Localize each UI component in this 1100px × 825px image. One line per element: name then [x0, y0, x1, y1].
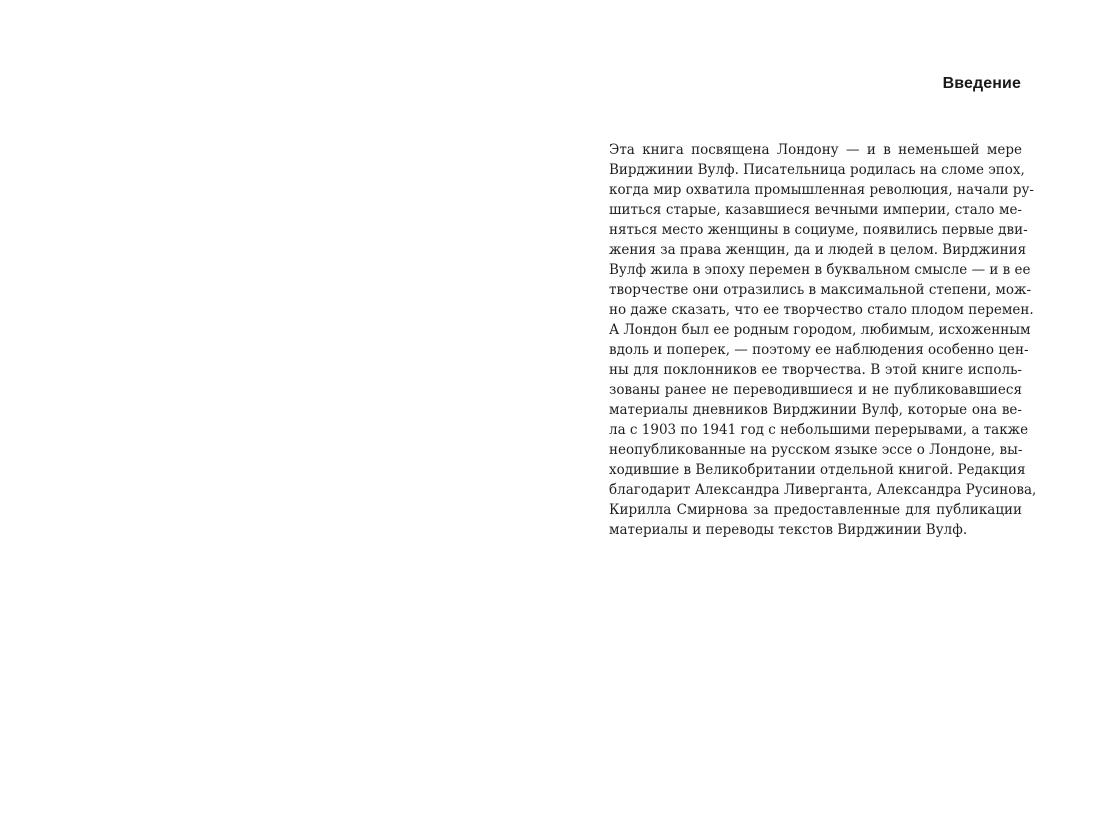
text-line: благодарит Александра Ливерганта, Александра Русинова, — [609, 482, 1037, 498]
text-line: жения за права женщин, да и людей в целом. Вирджиния — [609, 242, 1027, 258]
text-line: А Лондон был ее родным городом, любимым, исхоженным — [609, 322, 1031, 338]
text-line: но даже сказать, что ее творчество стало плодом перемен. — [609, 302, 1034, 318]
text-line: когда мир охватила промышленная революция, начали ру- — [609, 182, 1034, 198]
right-page — [550, 0, 1100, 825]
text-line: вдоль и поперек, — поэтому ее наблюдения особенно цен- — [609, 342, 1029, 358]
text-line: ходившие в Великобритании отдельной книгой. Редакция — [609, 462, 1026, 478]
text-line-last: материалы и переводы текстов Вирджинии Вулф. — [609, 522, 968, 538]
text-line: Кирилла Смирнова за предоставленные для публикации — [609, 502, 1022, 518]
chapter-title: Введение — [942, 75, 1021, 92]
text-line: Вулф жила в эпоху перемен в буквальном смысле — и в ее — [609, 262, 1031, 278]
text-line: неопубликованные на русском языке эссе о Лондоне, вы- — [609, 442, 1023, 458]
text-line: няться место женщины в социуме, появились первые дви- — [609, 222, 1028, 238]
text-line: материалы дневников Вирджинии Вулф, которые она ве- — [609, 402, 1022, 418]
text-line: зованы ранее не переводившиеся и не публиковавшиеся — [609, 382, 1022, 398]
text-line: ны для поклонников ее творчества. В этой книге исполь- — [609, 362, 1022, 378]
text-line: Эта книга посвящена Лондону — и в неменьшей мере — [609, 142, 1022, 158]
text-line: шиться старые, казавшиеся вечными империи, стало ме- — [609, 202, 1022, 218]
text-line: творчестве они отразились в максимальной степени, мож- — [609, 282, 1032, 298]
body-paragraph — [609, 140, 1037, 540]
text-line: Вирджинии Вулф. Писательница родилась на сломе эпох, — [609, 162, 1025, 178]
text-line: ла с 1903 по 1941 год с небольшими перерывами, а также — [609, 422, 1029, 438]
